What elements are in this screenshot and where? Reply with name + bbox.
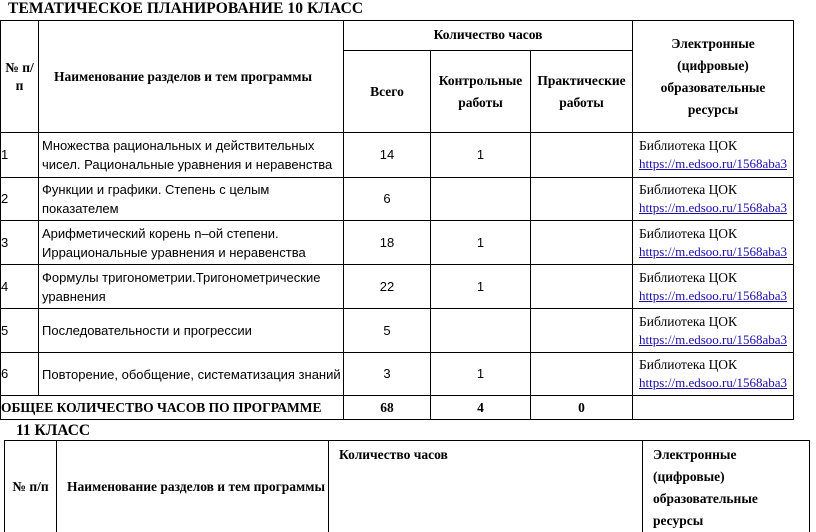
table-row	[1, 353, 794, 396]
row-total: 5	[344, 309, 431, 353]
row-total: 3	[344, 353, 431, 396]
row-practical	[531, 221, 633, 265]
table-row	[1, 178, 794, 221]
row-total: 18	[344, 221, 431, 265]
row-control: 1	[431, 133, 531, 178]
header-name: Наименование разделов и тем программы	[39, 21, 344, 133]
row-num: 3	[1, 221, 39, 265]
row-resources: Библиотека ЦОК https://m.edsoo.ru/1568aba3	[633, 178, 794, 221]
row-total: 14	[344, 133, 431, 178]
totals-row	[1, 396, 794, 420]
header-total: Всего	[344, 51, 431, 133]
resource-link[interactable]: https://m.edsoo.ru/1568aba3	[639, 375, 787, 390]
page-title-11: 11 КЛАСС	[16, 422, 90, 440]
row-total: 6	[344, 178, 431, 221]
header-practical: Практические работы	[531, 51, 633, 133]
page-title-10: ТЕМАТИЧЕСКОЕ ПЛАНИРОВАНИЕ 10 КЛАСС	[8, 0, 363, 18]
row-name: Повторение, обобщение, систематизация знаний	[39, 353, 344, 396]
row-name: Функции и графики. Степень с целым показателем	[39, 178, 344, 221]
row-name: Множества рациональных и действительных чисел. Рациональные уравнения и неравенства	[39, 133, 344, 178]
row-practical	[531, 309, 633, 353]
row-resources: Библиотека ЦОК https://m.edsoo.ru/1568aba3	[633, 309, 794, 353]
row-total: 22	[344, 265, 431, 309]
row-control	[431, 309, 531, 353]
totals-control: 4	[431, 396, 531, 420]
row-resources: Библиотека ЦОК https://m.edsoo.ru/1568aba3	[633, 353, 794, 396]
header11-resources: Электронные (цифровые) образовательные ресурсы	[643, 441, 810, 532]
row-practical	[531, 133, 633, 178]
header-resources: Электронные (цифровые) образовательные ресурсы	[633, 21, 794, 133]
row-num: 4	[1, 265, 39, 309]
totals-total: 68	[344, 396, 431, 420]
table-row	[1, 265, 794, 309]
header11-name: Наименование разделов и тем программы	[57, 441, 329, 532]
header11-num: № п/п	[5, 441, 57, 532]
row-control	[431, 178, 531, 221]
resource-link[interactable]: https://m.edsoo.ru/1568aba3	[639, 332, 787, 347]
totals-resources	[633, 396, 794, 420]
planning-table-11	[4, 440, 810, 532]
table-row	[1, 309, 794, 353]
header11-hours: Количество часов	[329, 441, 643, 532]
table-row	[1, 133, 794, 178]
row-practical	[531, 178, 633, 221]
row-name: Арифметический корень n–ой степени. Иррациональные уравнения и неравенства	[39, 221, 344, 265]
row-practical	[531, 353, 633, 396]
row-practical	[531, 265, 633, 309]
resource-link[interactable]: https://m.edsoo.ru/1568aba3	[639, 244, 787, 259]
header-control: Контрольные работы	[431, 51, 531, 133]
row-resources: Библиотека ЦОК https://m.edsoo.ru/1568aba3	[633, 265, 794, 309]
row-control: 1	[431, 221, 531, 265]
row-num: 6	[1, 353, 39, 396]
row-name: Формулы тригонометрии.Тригонометрические уравнения	[39, 265, 344, 309]
header-hours: Количество часов	[344, 21, 633, 51]
row-num: 2	[1, 178, 39, 221]
table-row	[1, 221, 794, 265]
row-num: 1	[1, 133, 39, 178]
resource-link[interactable]: https://m.edsoo.ru/1568aba3	[639, 288, 787, 303]
totals-label: ОБЩЕЕ КОЛИЧЕСТВО ЧАСОВ ПО ПРОГРАММЕ	[1, 396, 344, 420]
row-name: Последовательности и прогрессии	[39, 309, 344, 353]
row-num: 5	[1, 309, 39, 353]
row-control: 1	[431, 353, 531, 396]
planning-table-10	[0, 20, 794, 420]
resource-link[interactable]: https://m.edsoo.ru/1568aba3	[639, 200, 787, 215]
header-num: № п/п	[1, 21, 39, 133]
row-resources: Библиотека ЦОК https://m.edsoo.ru/1568aba3	[633, 133, 794, 178]
row-control: 1	[431, 265, 531, 309]
totals-practical: 0	[531, 396, 633, 420]
row-resources: Библиотека ЦОК https://m.edsoo.ru/1568aba3	[633, 221, 794, 265]
resource-link[interactable]: https://m.edsoo.ru/1568aba3	[639, 156, 787, 171]
